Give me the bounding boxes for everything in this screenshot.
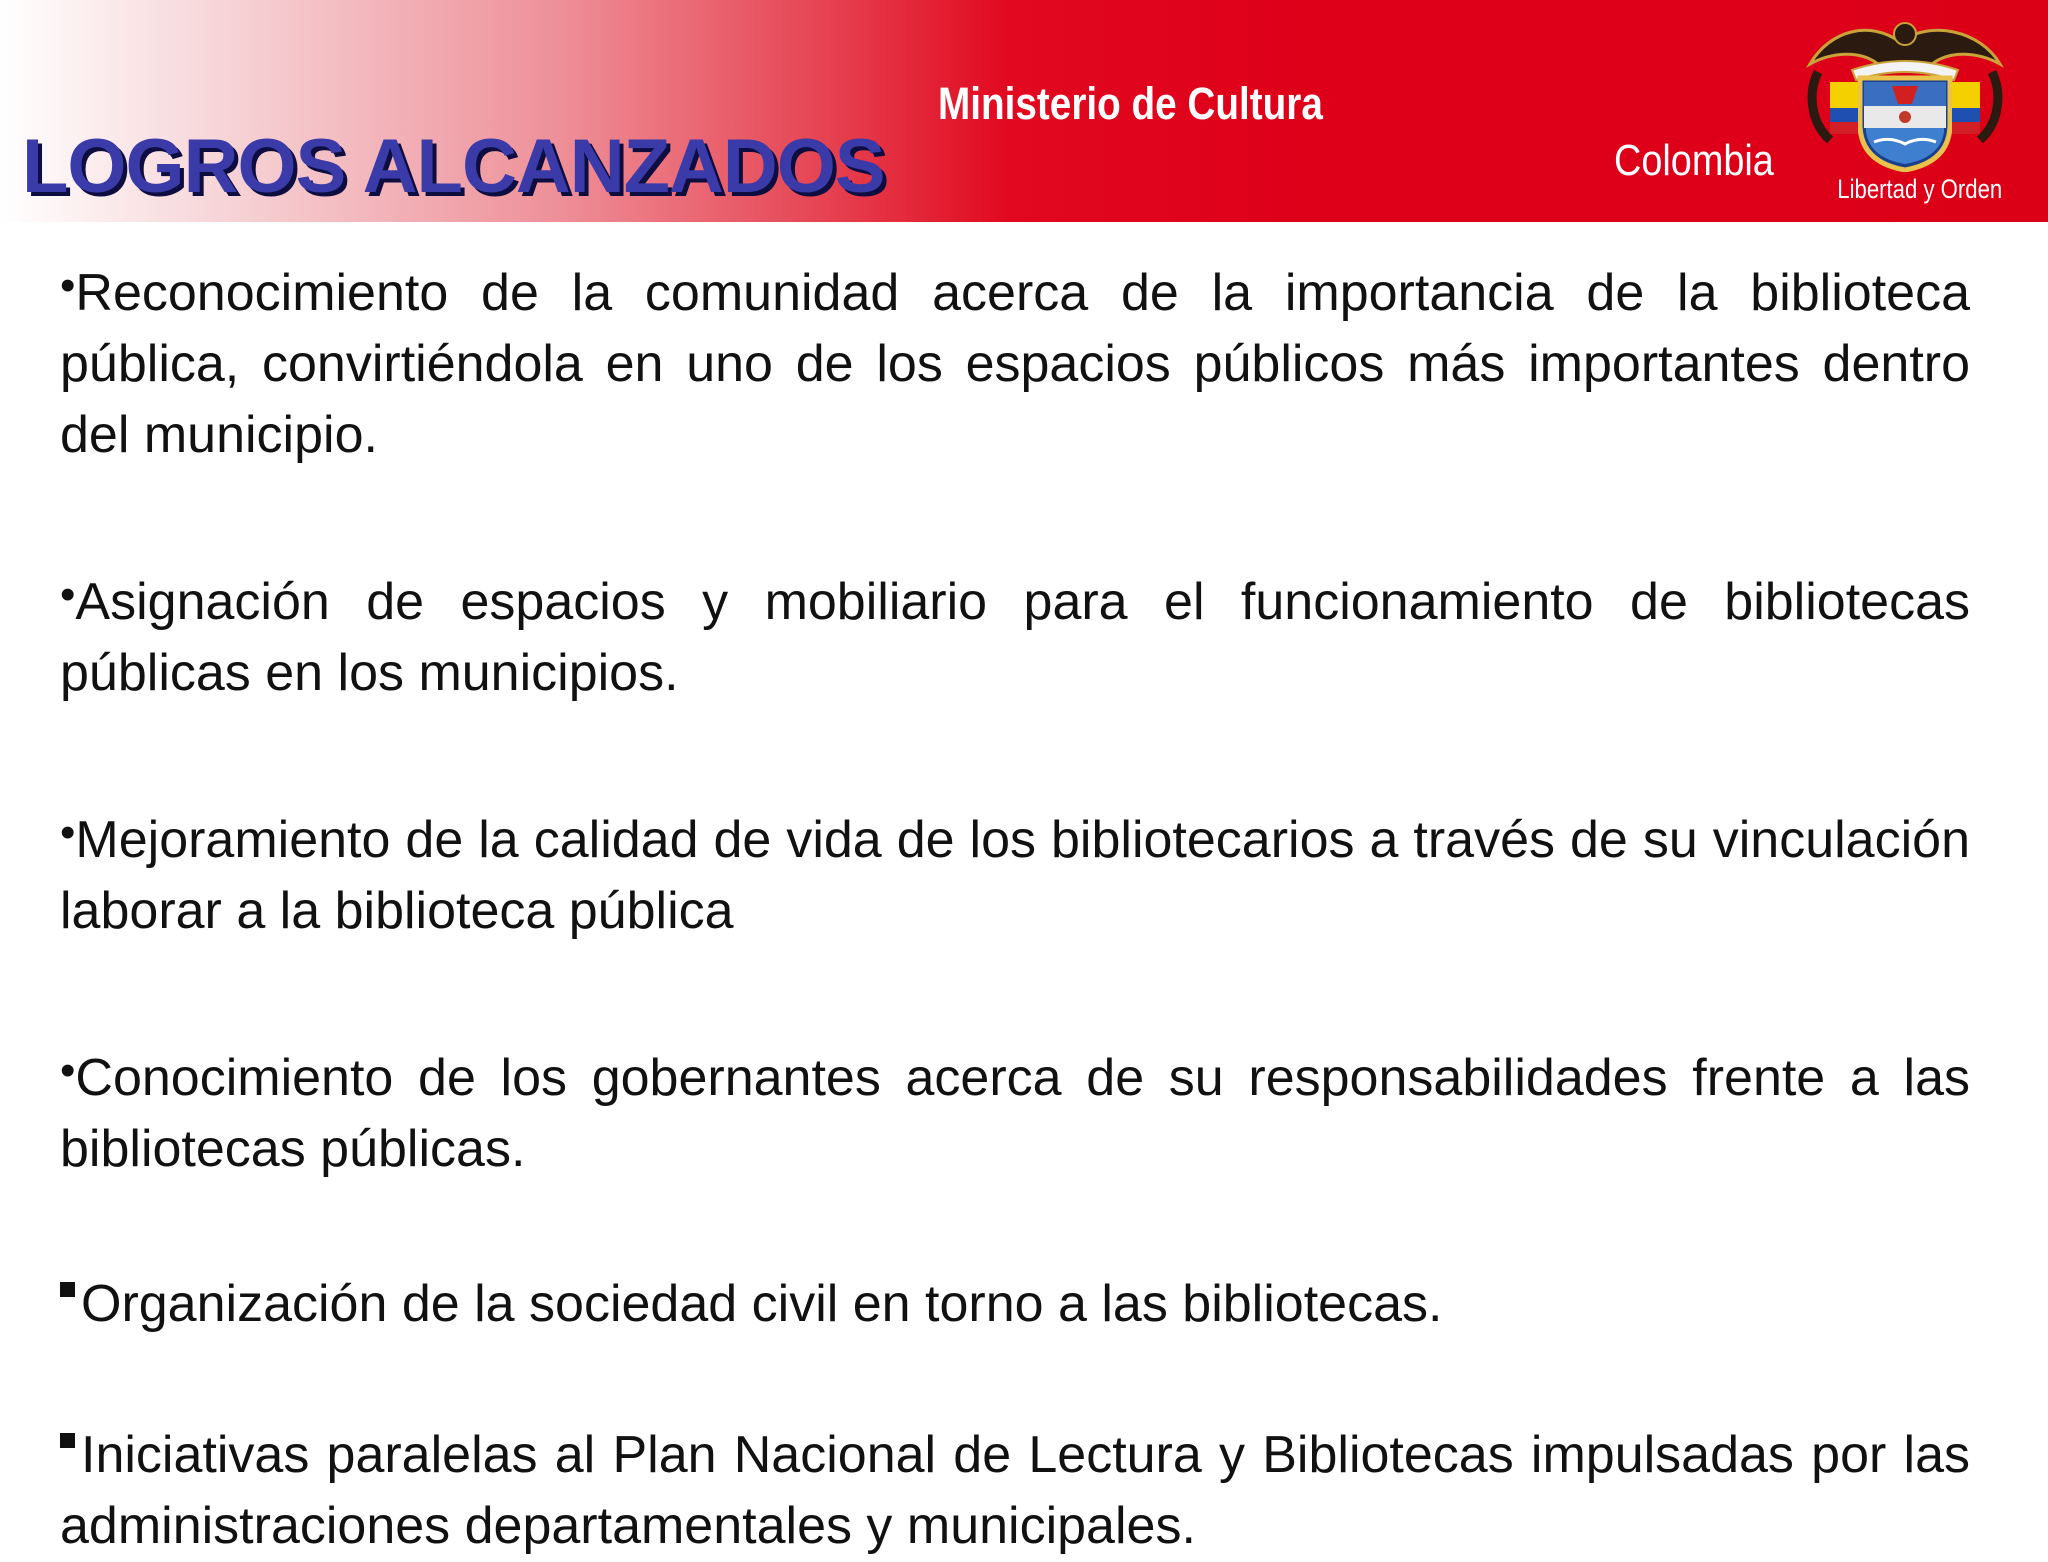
motto-text: Libertad y Orden — [1837, 174, 2003, 204]
square-bullet-icon — [60, 1433, 75, 1448]
bullet-icon: • — [60, 570, 76, 619]
bullet-icon: • — [60, 261, 76, 310]
list-item-text: Mejoramiento de la calidad de vida de los bibliotecarios a través de su vinculación laborar a la biblioteca pública — [60, 811, 1970, 940]
list-item — [60, 1035, 1970, 1185]
list-item — [60, 250, 1970, 471]
list-item-text: Organización de la sociedad civil en torno a las bibliotecas. — [81, 1275, 1443, 1333]
square-bullet-icon — [60, 1282, 75, 1297]
bullet-icon: • — [60, 808, 76, 857]
list-item — [60, 1269, 1970, 1340]
list-item-text: Asignación de espacios y mobiliario para el funcionamiento de bibliotecas públicas en los municipios. — [60, 573, 1970, 702]
list-item-text: Conocimiento de los gobernantes acerca de su responsabilidades frente a las bibliotecas públicas. — [60, 1049, 1970, 1178]
ministry-name: Ministerio de Cultura — [938, 78, 1323, 129]
achievements-list — [60, 250, 1970, 1562]
list-item-text: Iniciativas paralelas al Plan Nacional de Lectura y Bibliotecas impulsadas por las administraciones departamentales y municipales. — [60, 1426, 1970, 1555]
list-item-text: Reconocimiento de la comunidad acerca de la importancia de la biblioteca pública, convirtiéndola en uno de los espacios públicos más importantes dentro del municipio. — [60, 264, 1970, 464]
header-banner — [0, 0, 2048, 222]
page-title: LOGROS ALCANZADOS — [22, 124, 885, 209]
list-item — [60, 797, 1970, 947]
country-name: Colombia — [1614, 136, 1774, 185]
list-item — [60, 1420, 1970, 1562]
list-item — [60, 559, 1970, 709]
bullet-icon: • — [60, 1046, 76, 1095]
